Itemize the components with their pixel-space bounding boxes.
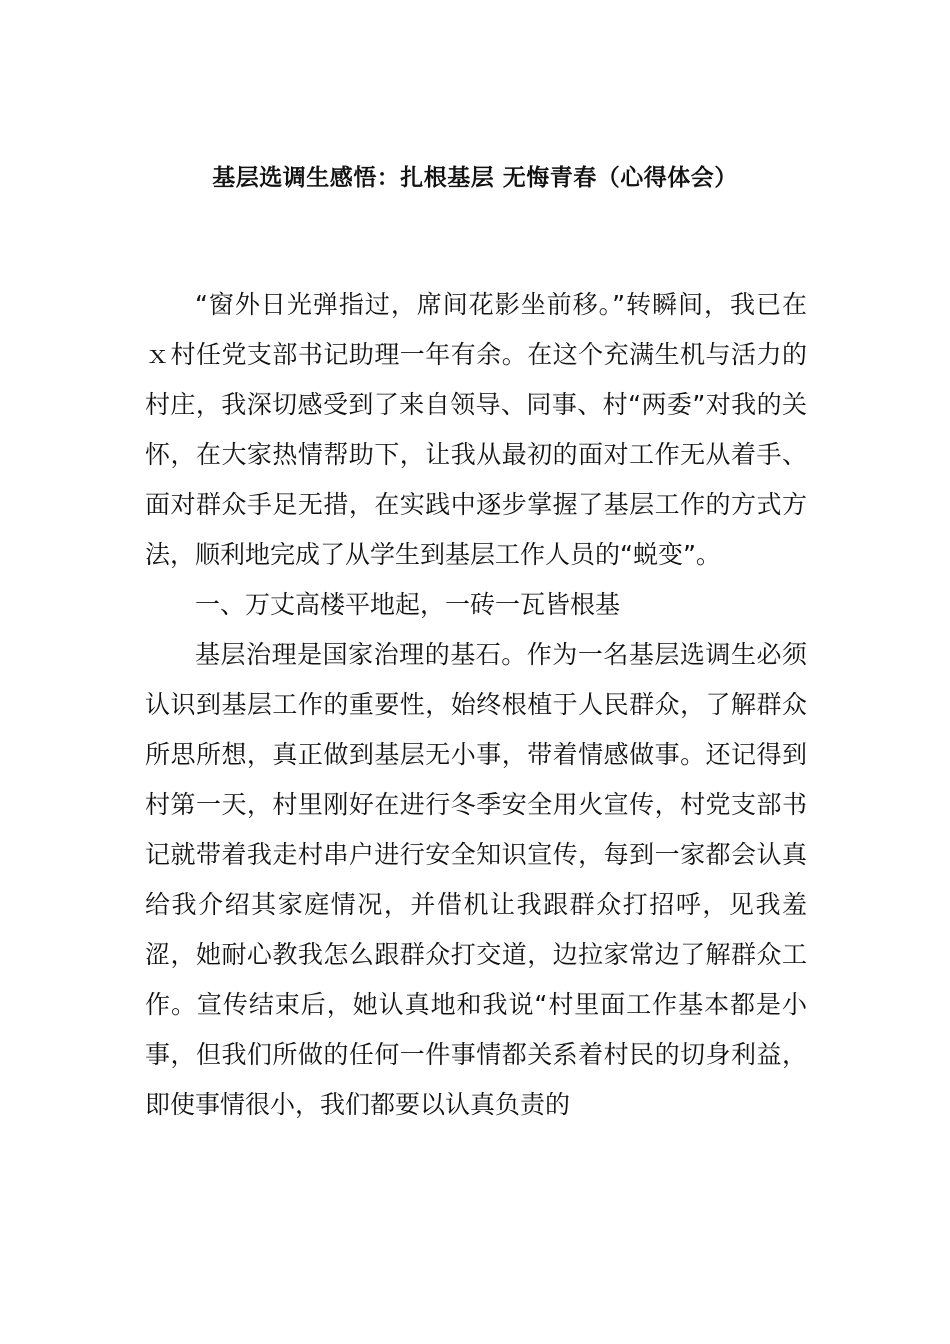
paragraph-intro: “窗外日光弹指过，席间花影坐前移。”转瞬间，我已在ｘ村任党支部书记助理一年有余。在这个充满生机与活力的村庄，我深切感受到了来自领导、同事、村“两委”对我的关怀，在大家热情帮助下，让我从最初的面对工作无从着手、面对群众手足无措，在实践中逐步掌握了基层工作的方式方法，顺利地完成了从学生到基层工作人员的“蜕变”。 (145, 290, 807, 569)
paragraph-section-one: 基层治理是国家治理的基石。作为一名基层选调生必须认识到基层工作的重要性，始终根植于人民群众，了解群众所思所想，真正做到基层无小事，带着情感做事。还记得到村第一天，村里刚好在进行冬季安全用火宣传，村党支部书记就带着我走村串户进行安全知识宣传，每到一家都会认真给我介绍其家庭情况，并借机让我跟群众打招呼，见我羞涩，她耐心教我怎么跟群众打交道，边拉家常边了解群众工作。宣传结束后，她认真地和我说“村里面工作基本都是小事，但我们所做的任何一件事情都关系着村民的切身利益，即使事情很小，我们都要以认真负责的 (145, 640, 807, 1119)
document-title: 基层选调生感悟：扎根基层 无悔青春（心得体会） (212, 165, 738, 191)
section-heading: 一、万丈高楼平地起，一砖一瓦皆根基 (195, 590, 621, 619)
document-body (145, 280, 807, 1130)
